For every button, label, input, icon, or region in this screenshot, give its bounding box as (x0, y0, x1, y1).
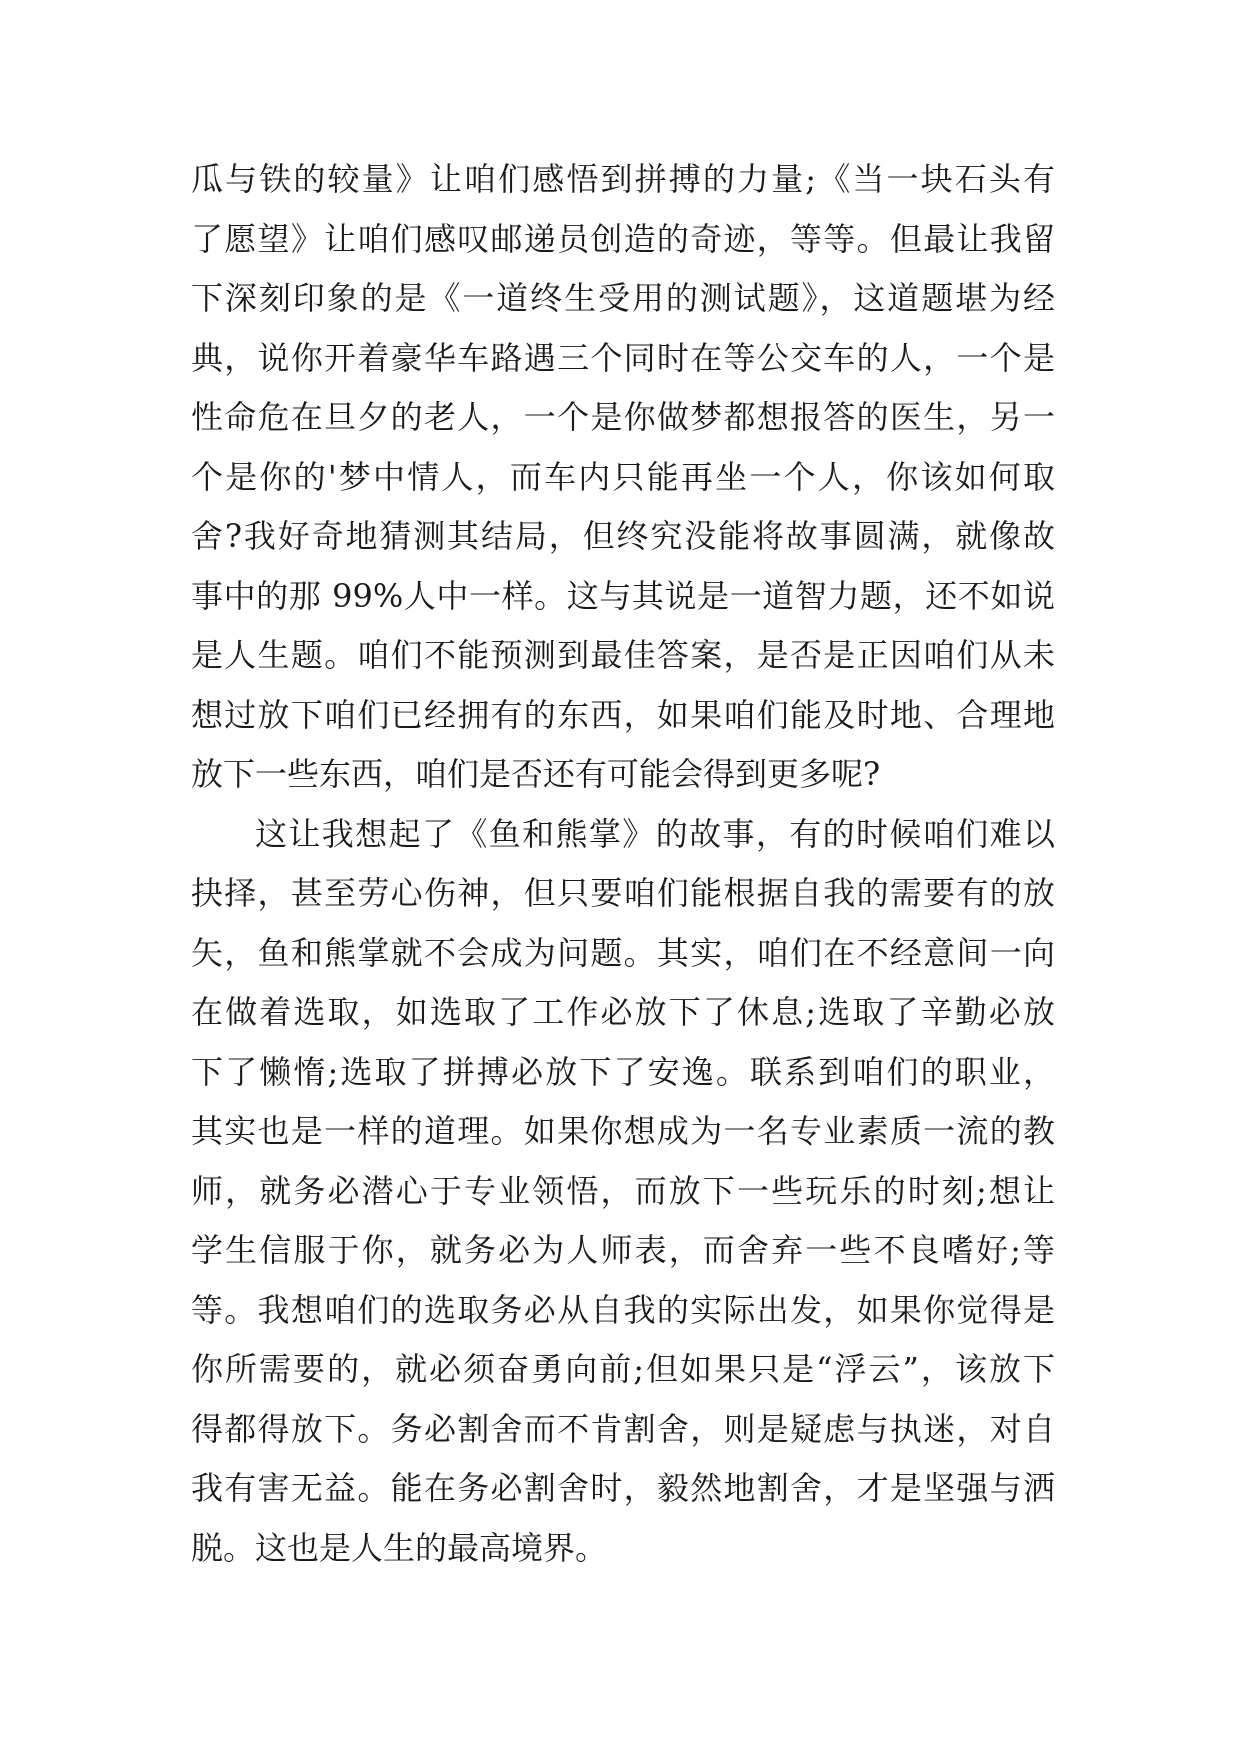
text-line: 学生信服于你，就务必为人师表，而舍弃一些不良嗜好;等 (191, 1231, 1055, 1269)
text-line: 我有害无益。能在务必割舍时，毅然地割舍，才是坚强与洒 (191, 1469, 1055, 1507)
text-line: 抉择，甚至劳心伤神，但只要咱们能根据自我的需要有的放 (191, 874, 1055, 912)
text-line: 性命危在旦夕的老人，一个是你做梦都想报答的医生，另一 (191, 398, 1055, 436)
paragraph-2 (191, 805, 1055, 1579)
text-line: 了愿望》让咱们感叹邮递员创造的奇迹，等等。但最让我留 (191, 219, 1055, 258)
text-line: 得都得放下。务必割舍而不肯割舍，则是疑虑与执迷，对自 (191, 1409, 1055, 1448)
text-line: 你所需要的，就必须奋勇向前;但如果只是“浮云”，该放下 (191, 1350, 1055, 1388)
paragraph-1 (191, 150, 1055, 805)
text-line: 其实也是一样的道理。如果你想成为一名专业素质一流的教 (191, 1112, 1055, 1150)
text-line: 瓜与铁的较量》让咱们感悟到拼搏的力量;《当一块石头有 (191, 160, 1055, 198)
text-line: 下了懒惰;选取了拼搏必放下了安逸。联系到咱们的职业， (191, 1052, 1055, 1091)
document-body (191, 150, 1055, 1578)
text-line: 想过放下咱们已经拥有的东西，如果咱们能及时地、合理地 (191, 695, 1055, 734)
text-line: 等。我想咱们的选取务必从自我的实际出发，如果你觉得是 (191, 1290, 1055, 1329)
text-line: 舍?我好奇地猜测其结局，但终究没能将故事圆满，就像故 (191, 517, 1055, 555)
text-line: 典，说你开着豪华车路遇三个同时在等公交车的人，一个是 (191, 338, 1055, 377)
text-line: 在做着选取，如选取了工作必放下了休息;选取了辛勤必放 (191, 993, 1055, 1031)
text-line: 师，就务必潜心于专业领悟，而放下一些玩乐的时刻;想让 (191, 1171, 1055, 1210)
text-line: 个是你的'梦中情人，而车内只能再坐一个人，你该如何取 (191, 457, 1055, 496)
text-line: 下深刻印象的是《一道终生受用的测试题》，这道题堪为经 (191, 279, 1055, 317)
text-line: 是人生题。咱们不能预测到最佳答案，是否是正因咱们从未 (191, 636, 1055, 674)
text-line: 脱。这也是人生的最高境界。 (191, 1528, 608, 1567)
text-line: 矢，鱼和熊掌就不会成为问题。其实，咱们在不经意间一向 (191, 933, 1055, 972)
text-line: 事中的那 99%人中一样。这与其说是一道智力题，还不如说 (191, 576, 1055, 615)
text-line: 这让我想起了《鱼和熊掌》的故事，有的时候咱们难以 (255, 814, 1055, 853)
text-line: 放下一些东西，咱们是否还有可能会得到更多呢? (191, 755, 881, 793)
